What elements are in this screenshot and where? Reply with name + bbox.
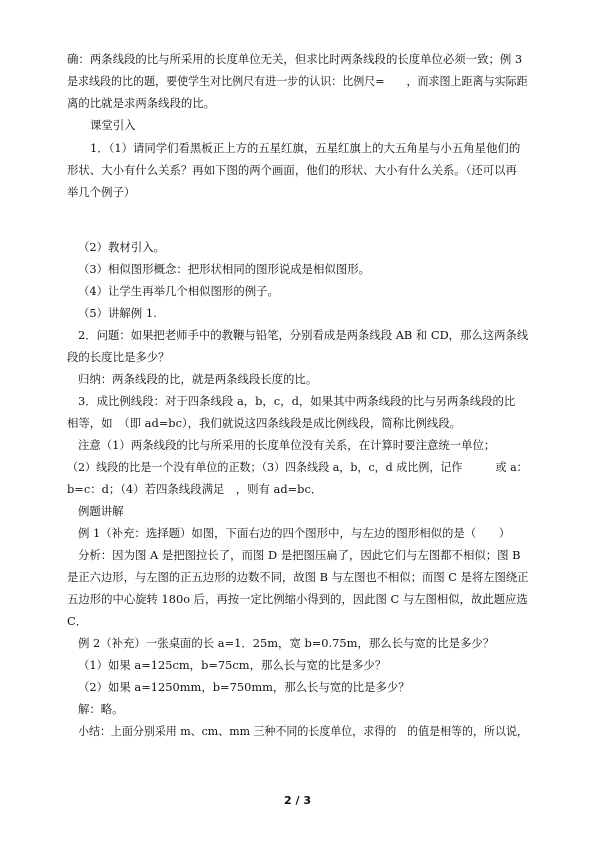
text-line: 五边形的中心旋转 180o 后，再按一定比例缩小得到的，因此图 C 与左图相似，故此题应选: [67, 592, 528, 606]
text-line: 离的比就是求两条线段的比。: [67, 96, 216, 110]
text-line: （2）线段的比是一个没有单位的正数；（3）四条线段 a，b，c，d 成比例，记作 或 a：: [67, 460, 528, 474]
text-line: 1．（1）请同学们看黑板正上方的五星红旗，五星红旗上的大五角星与小五角星他们的: [90, 141, 521, 155]
page-number: 2 / 3: [284, 794, 311, 807]
text-line: 3．成比例线段：对于四条线段 a，b，c，d，如果其中两条线段的比与另两条线段的比: [78, 394, 516, 408]
text-line: 解：略。: [78, 702, 124, 716]
text-line: （2）如果 a=1250mm，b=750mm，那么长与宽的比是多少？: [78, 680, 410, 694]
text-line: 相等，如 （即 ad=bc），我们就说这四条线段是成比例线段，简称比例线段。: [67, 416, 462, 430]
text-line: 是正六边形，与左图的正五边形的边数不同，故图 B 与左图也不相似；而图 C 是将左图绕正: [67, 570, 529, 584]
text-line: （5）讲解例 1.: [78, 306, 157, 320]
text-line: （4）让学生再举几个相似图形的例子。: [78, 284, 279, 298]
text-line: 举几个例子）: [67, 185, 136, 199]
text-line: 确：两条线段的比与所采用的长度单位无关，但求比时两条线段的长度单位必须一致；例 3: [67, 52, 523, 66]
text-line: （1）如果 a=125cm，b=75cm，那么长与宽的比是多少？: [78, 658, 387, 672]
text-line: 分析：因为图 A 是把图拉长了，而图 D 是把图压扁了，因此它们与左图都不相似；图 B: [78, 548, 521, 562]
text-line: 2．问题：如果把老师手中的教鞭与铅笔，分别看成是两条线段 AB 和 CD，那么这两条线: [78, 328, 529, 342]
text-line: 是求线段的比的题，要使学生对比例尺有进一步的认识：比例尺= ，而求图上距离与实际距: [67, 74, 528, 88]
text-line: 例 2（补充）一张桌面的长 a=1．25m，宽 b=0.75m，那么长与宽的比是多少？: [78, 636, 495, 650]
text-line: （2）教材引入。: [78, 240, 165, 254]
text-line: 形状、大小有什么关系？再如下图的两个画面，他们的形状、大小有什么关系。（还可以再: [67, 163, 517, 177]
section-heading: 例题讲解: [78, 504, 124, 518]
text-line: 小结：上面分别采用 m、cm、mm 三种不同的长度单位，求得的 的值是相等的，所以说，: [78, 724, 528, 738]
text-line: 注意（1）两条线段的比与所采用的长度单位没有关系，在计算时要注意统一单位；: [78, 438, 496, 452]
text-line: 例 1（补充：选择题）如图，下面右边的四个图形中，与左边的图形相似的是（ ）: [78, 526, 511, 540]
text-line: b=c：d；（4）若四条线段满足 ，则有 ad=bc．: [67, 482, 323, 496]
text-line: （3）相似图形概念：把形状相同的图形说成是相似图形。: [78, 262, 371, 276]
text-line: C．: [67, 614, 88, 628]
section-heading: 课堂引入: [90, 118, 136, 132]
text-line: 归纳：两条线段的比，就是两条线段长度的比。: [78, 372, 318, 386]
text-line: 段的长度比是多少？: [67, 350, 170, 364]
